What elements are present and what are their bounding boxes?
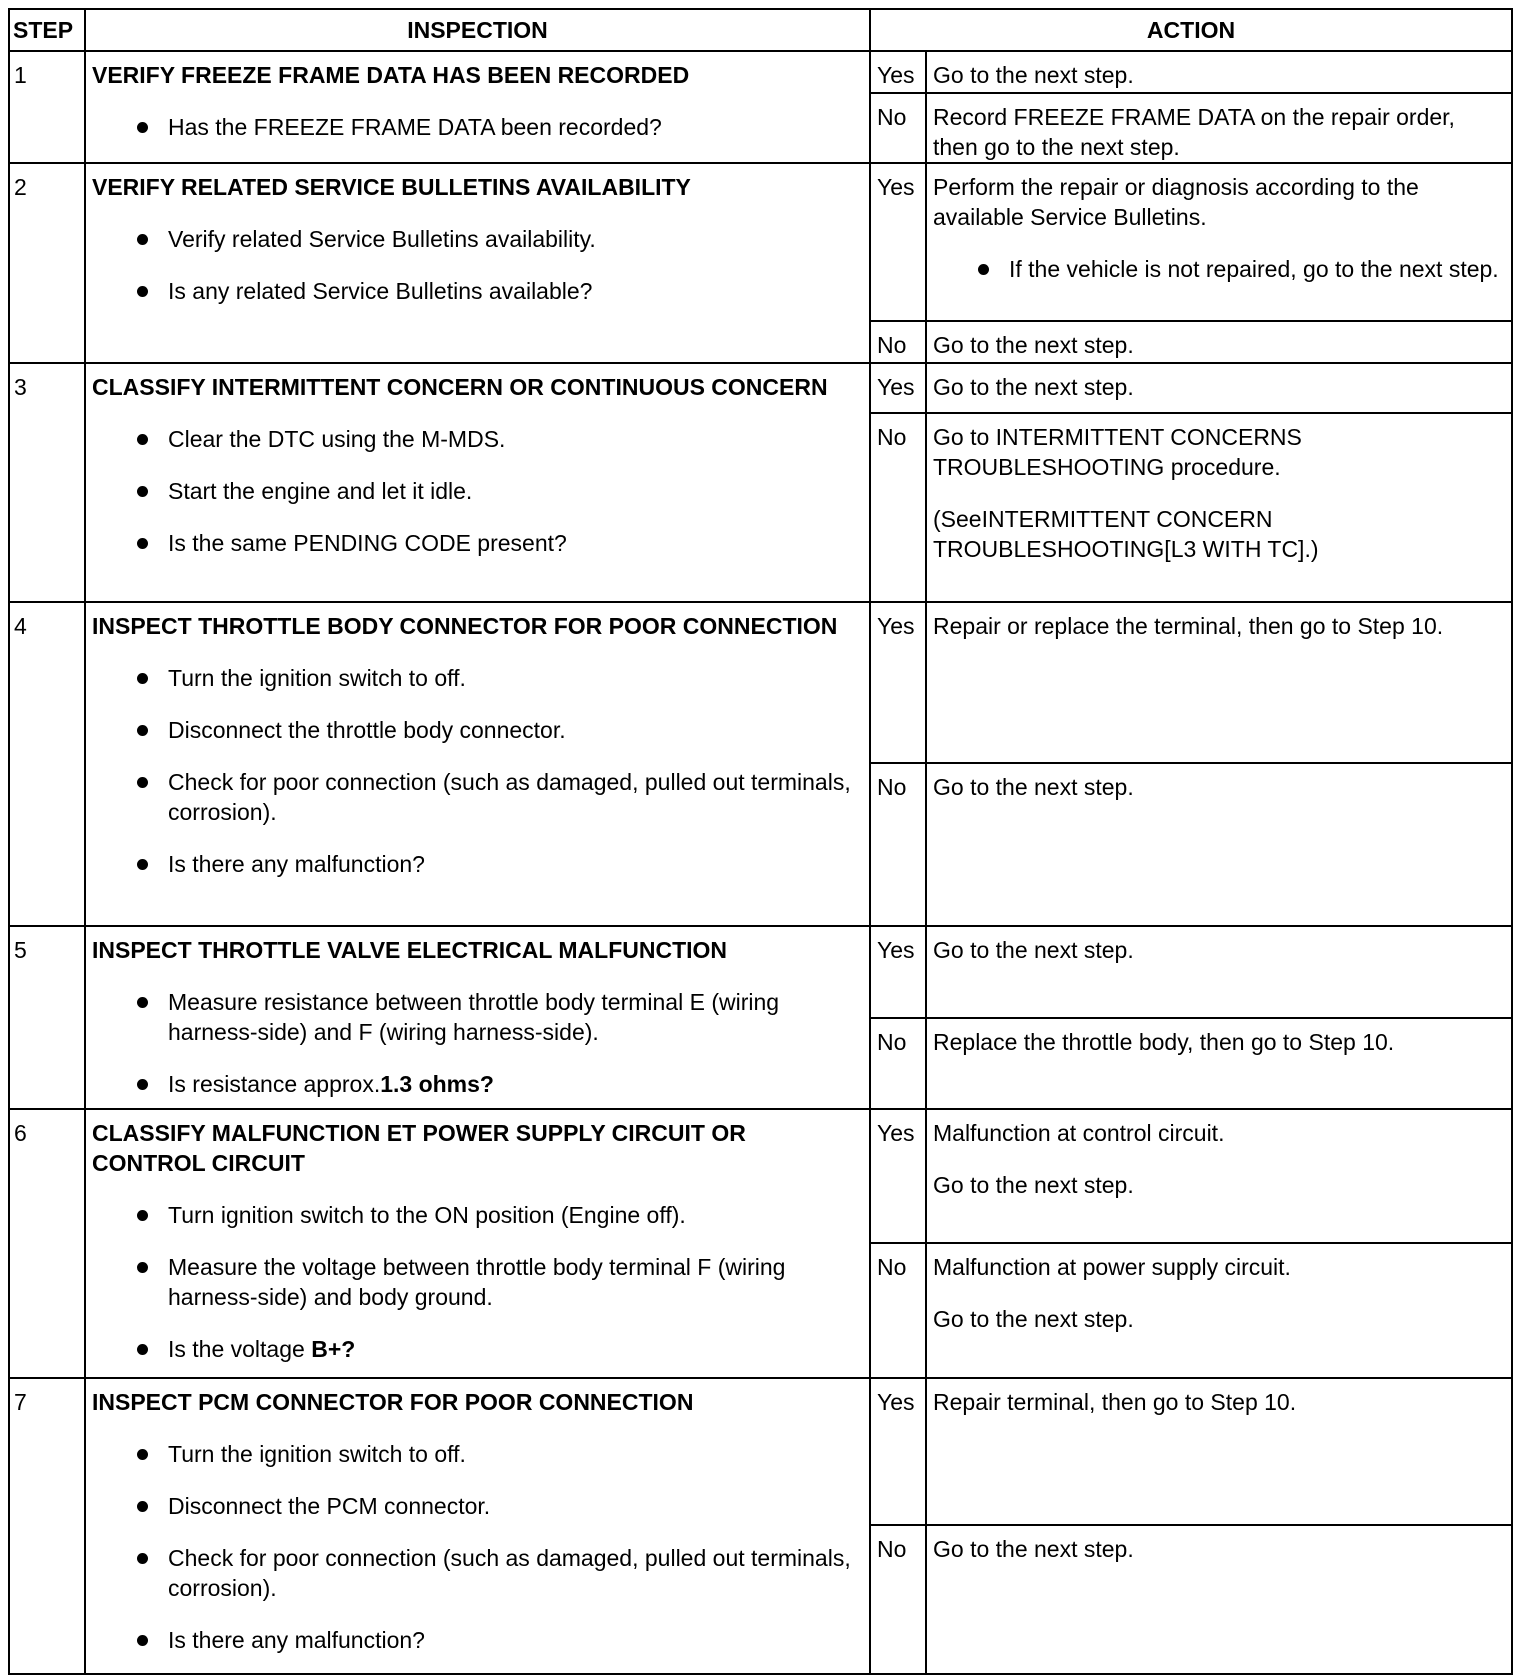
yes-action: Go to the next step. — [926, 51, 1512, 93]
inspection-bullet: Turn the ignition switch to off. — [92, 663, 863, 693]
step-6-yes-row — [9, 1109, 1512, 1243]
inspection-bullet: Measure resistance between throttle body terminal E (wiring harness-side) and F (wiring harness-side). — [92, 987, 863, 1047]
no-label: No — [870, 1525, 926, 1674]
inspection-bullet: Disconnect the PCM connector. — [92, 1491, 863, 1521]
yes-label: Yes — [870, 602, 926, 763]
yes-action-next: Go to the next step. — [933, 1172, 1134, 1198]
no-label: No — [870, 93, 926, 163]
no-action: Record FREEZE FRAME DATA on the repair order, then go to the next step. — [926, 93, 1512, 163]
step-number: 2 — [9, 163, 85, 363]
step-number: 5 — [9, 926, 85, 1109]
header-inspection: INSPECTION — [85, 9, 870, 51]
yes-label: Yes — [870, 51, 926, 93]
step-number: 1 — [9, 51, 85, 163]
yes-label: Yes — [870, 1378, 926, 1525]
step-number: 4 — [9, 602, 85, 926]
inspection-bullet: Is the same PENDING CODE present? — [92, 528, 863, 558]
no-label: No — [870, 413, 926, 602]
step-title: INSPECT THROTTLE VALVE ELECTRICAL MALFUNCTION — [92, 937, 728, 963]
step-1-yes-row — [9, 51, 1512, 93]
header-action: ACTION — [870, 9, 1512, 51]
inspection-bullet: Measure the voltage between throttle body terminal F (wiring harness-side) and body ground. — [92, 1252, 863, 1312]
inspection-bullet: Clear the DTC using the M-MDS. — [92, 424, 863, 454]
inspection-bullet: Start the engine and let it idle. — [92, 476, 863, 506]
step-title: INSPECT PCM CONNECTOR FOR POOR CONNECTION — [92, 1389, 694, 1415]
yes-action: Malfunction at control circuit. — [933, 1120, 1225, 1146]
no-label: No — [870, 321, 926, 363]
resistance-value: 1.3 ohms? — [380, 1071, 494, 1097]
no-action-cell — [926, 1243, 1512, 1378]
yes-action: Go to the next step. — [926, 363, 1512, 413]
yes-label: Yes — [870, 163, 926, 321]
step-2-yes-row — [9, 163, 1512, 321]
step-5-yes-row — [9, 926, 1512, 1018]
inspection-bullet — [92, 1069, 863, 1099]
inspection-bullet: Verify related Service Bulletins availability. — [92, 224, 863, 254]
no-label: No — [870, 763, 926, 926]
step-title: VERIFY FREEZE FRAME DATA HAS BEEN RECORDED — [92, 62, 690, 88]
step-number: 3 — [9, 363, 85, 602]
yes-label: Yes — [870, 363, 926, 413]
step-inspection — [85, 51, 870, 163]
inspection-bullet: Has the FREEZE FRAME DATA been recorded? — [92, 112, 863, 142]
no-action: Malfunction at power supply circuit. — [933, 1254, 1291, 1280]
step-inspection — [85, 926, 870, 1109]
step-number: 7 — [9, 1378, 85, 1674]
header-step: STEP — [9, 9, 85, 51]
inspection-bullet — [92, 1334, 863, 1364]
bullet-text: Is the voltage — [168, 1336, 312, 1362]
step-inspection — [85, 1109, 870, 1378]
step-title: INSPECT THROTTLE BODY CONNECTOR FOR POOR CONNECTION — [92, 613, 838, 639]
inspection-bullet: Is there any malfunction? — [92, 1625, 863, 1655]
yes-action-cell — [926, 1109, 1512, 1243]
diagnostic-procedure-table — [8, 8, 1513, 1675]
no-action-next: Go to the next step. — [933, 1306, 1134, 1332]
inspection-bullet: Check for poor connection (such as damaged, pulled out terminals, corrosion). — [92, 767, 863, 827]
no-action: Go to the next step. — [926, 321, 1512, 363]
step-title: VERIFY RELATED SERVICE BULLETINS AVAILABILITY — [92, 174, 691, 200]
no-label: No — [870, 1018, 926, 1109]
yes-action: Repair or replace the terminal, then go to Step 10. — [926, 602, 1512, 763]
voltage-value: B+? — [311, 1336, 356, 1362]
table-header-row — [9, 9, 1512, 51]
step-4-yes-row — [9, 602, 1512, 763]
step-title: CLASSIFY MALFUNCTION ET POWER SUPPLY CIRCUIT OR CONTROL CIRCUIT — [92, 1120, 746, 1176]
no-label: No — [870, 1243, 926, 1378]
inspection-bullet: Is there any malfunction? — [92, 849, 863, 879]
inspection-bullet: Turn the ignition switch to off. — [92, 1439, 863, 1469]
yes-label: Yes — [870, 926, 926, 1018]
step-number: 6 — [9, 1109, 85, 1378]
yes-action: Perform the repair or diagnosis according to the available Service Bulletins. — [933, 174, 1419, 230]
step-inspection — [85, 163, 870, 363]
step-inspection — [85, 363, 870, 602]
step-inspection — [85, 602, 870, 926]
no-action: Replace the throttle body, then go to Step 10. — [926, 1018, 1512, 1109]
inspection-bullet: Check for poor connection (such as damaged, pulled out terminals, corrosion). — [92, 1543, 863, 1603]
action-bullet: If the vehicle is not repaired, go to the next step. — [933, 254, 1505, 284]
no-action-reference: (SeeINTERMITTENT CONCERN TROUBLESHOOTING[L3 WITH TC].) — [933, 506, 1319, 562]
inspection-bullet: Turn ignition switch to the ON position (Engine off). — [92, 1200, 863, 1230]
yes-action: Repair terminal, then go to Step 10. — [926, 1378, 1512, 1525]
step-inspection — [85, 1378, 870, 1674]
yes-label: Yes — [870, 1109, 926, 1243]
inspection-bullet: Is any related Service Bulletins available? — [92, 276, 863, 306]
yes-action: Go to the next step. — [926, 926, 1512, 1018]
no-action: Go to INTERMITTENT CONCERNS TROUBLESHOOTING procedure. — [933, 424, 1302, 480]
yes-action-cell — [926, 163, 1512, 321]
inspection-bullet: Disconnect the throttle body connector. — [92, 715, 863, 745]
step-title: CLASSIFY INTERMITTENT CONCERN OR CONTINUOUS CONCERN — [92, 374, 828, 400]
no-action: Go to the next step. — [926, 763, 1512, 926]
no-action: Go to the next step. — [926, 1525, 1512, 1674]
step-3-yes-row — [9, 363, 1512, 413]
step-7-yes-row — [9, 1378, 1512, 1525]
bullet-text: Is resistance approx. — [168, 1071, 381, 1097]
no-action-cell — [926, 413, 1512, 602]
